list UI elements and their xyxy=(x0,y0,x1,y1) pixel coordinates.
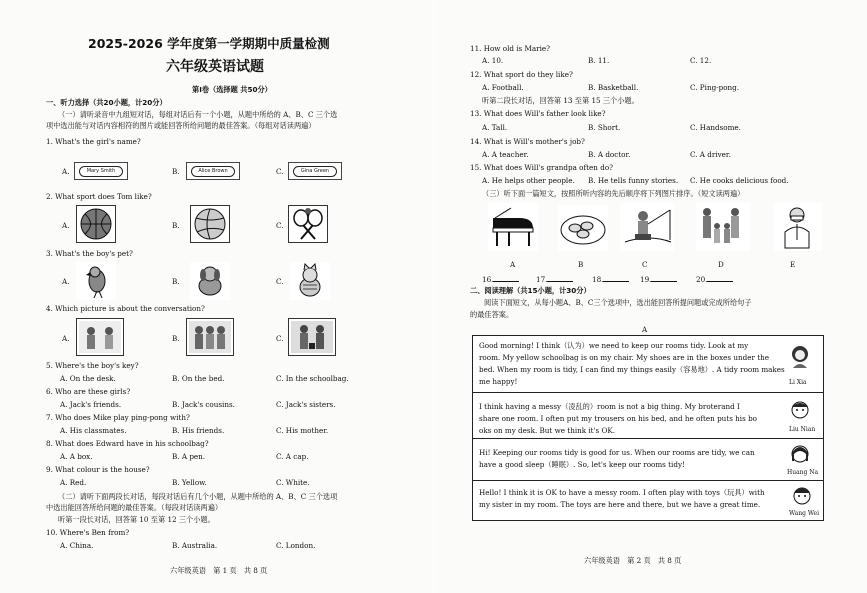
section-3-instruction: （三）听下面一篇短文，按照所听内容的先后顺序将下列图片排序。（短文读两遍） xyxy=(482,189,745,198)
answer-blank-20[interactable]: 20. xyxy=(696,274,733,283)
picture-label-d: D xyxy=(718,260,724,269)
picture-label-a: A xyxy=(510,260,516,269)
exam-subtitle: 六年级英语试题 xyxy=(166,59,264,75)
dialog-2-note: 听第二段长对话，回答第 13 至第 15 三个小题。 xyxy=(482,96,639,105)
conversation-picture-b xyxy=(186,318,234,356)
dog-picture xyxy=(190,262,230,300)
question-8: 8. What does Edward have in his schoolbag? xyxy=(46,439,209,448)
conversation-picture-a xyxy=(76,318,124,356)
volleyball-picture xyxy=(190,205,230,243)
liu-nian-avatar-icon xyxy=(789,399,811,423)
section-2-instruction-1: （二）请听下面两段长对话，每段对话后有几个小题，从题中所给的 A、B、C 三个选项 xyxy=(58,492,338,501)
passage-huang-na: Hi! Keeping our rooms tidy is good for us. When our rooms are tidy, we can have a good sleep（睡眠）. So, let's keep our rooms tidy! Huang Na xyxy=(473,438,823,439)
question-11: 11. How old is Marie? xyxy=(470,44,551,53)
page-1-footer: 六年级英语 第 1 页 共 8 页 xyxy=(170,566,268,575)
doctor-picture xyxy=(774,203,822,251)
section-2-instruction-2: 中选出能回答所给问题的最佳答案。（每段对话读两遍） xyxy=(46,503,223,512)
question-5: 5. Where's the boy's key? xyxy=(46,361,139,370)
piano-picture xyxy=(488,203,538,251)
question-1: 1. What's the girl's name? xyxy=(46,137,141,146)
huang-na-avatar-icon xyxy=(789,443,811,467)
question-2: 2. What sport does Tom like? xyxy=(46,192,152,201)
picture-label-e: E xyxy=(790,260,796,269)
parrot-picture xyxy=(76,262,116,300)
section-4-instruction-1: 阅读下面短文，从每小题A、B、C三个选项中，选出能回答所提问题或完成所给句子 xyxy=(484,298,752,307)
fishing-picture xyxy=(620,203,674,251)
dialog-1-note: 听第一段长对话，回答第 10 至第 12 三个小题。 xyxy=(58,515,215,524)
question-15: 15. What does Will's grandpa often do? xyxy=(470,163,613,172)
reading-passage-table: Good morning! I think（认为）we need to keep our rooms tidy. Look at my room. My yellow schoolbag is on my chair. My shoes are in the boxes under the bed. When my room is tidy, I can find my things easily（容易地）. A tidy room makes me happy! Li Xia I think having a messy（凌乱的）room is not a big thing. My broterand I share one room. I often put my trousers on his bed, and he often puts his bo oks on my desk. But we think it's OK. Liu Nian Hi! Keeping our rooms tidy is good for us. When our rooms are tidy, we can have a good sleep（睡眠）. So, let's keep our rooms tidy! Huang Na Hello! I think it is OK to have a messy room. I often play with toys（玩具）with my sister in my room. The toys are here and there, but we have a great time. Wang Wei xyxy=(472,335,824,521)
picture-label-c: C xyxy=(642,260,648,269)
conversation-picture-c xyxy=(288,318,336,356)
name-tag-b: Alice Brown xyxy=(186,162,240,180)
tennis-rackets-picture xyxy=(288,205,328,243)
dumplings-picture xyxy=(558,205,608,251)
passage-wang-wei: Hello! I think it is OK to have a messy room. I often play with toys（玩具）with my sister in my room. The toys are here and there, but we have a great time. Wang Wei xyxy=(473,480,823,481)
question-10: 10. Where's Ben from? xyxy=(46,528,130,537)
name-tag-c: Gina Green xyxy=(288,162,342,180)
page-2: 11. How old is Marie? A. 10. B. 11. C. 12. 12. What sport do they like? A. Football. B. Basketball. C. Ping-pong. 听第二段长对话，回答第 13 至第 15 三个小题。 13. What does Will's father look like? A. Tall. B. Short. C. Handsome. 14. What is Will's mother's job? A. A teacher. B. A doctor. C. A driver. 15. What does Will's grandpa often do? A. He helps other people. B. He tells funny stories. C. He cooks delicious food. （三）听下面一篇短文，按照所听内容的先后顺序将下列图片排序。（短文读两遍） A B C D E 16. 17. 18. 19. 20. 二、阅读理解（共15小题，计30分） 阅读下面短文，从每小题A、B、C三个选项中，选出能回答所提问题或完成所给句子 的最佳答案。 A 六年级英语 第 2 页 共 8 页 xyxy=(434,0,867,593)
question-14: 14. What is Will's mother's job? xyxy=(470,137,585,146)
li-xia-avatar-icon xyxy=(789,344,811,368)
passage-liu-nian: I think having a messy（凌乱的）room is not a big thing. My broterand I share one room. I often put my trousers on his bed, and he often puts his bo oks on my desk. But we think it's OK. Liu Nian xyxy=(473,392,823,393)
question-3: 3. What's the boy's pet? xyxy=(46,249,133,258)
picture-label-b: B xyxy=(578,260,584,269)
question-12: 12. What sport do they like? xyxy=(470,70,573,79)
section-1-instruction-1: （一）请听录音中九组短对话，每组对话后有一个小题，从题中所给的 A、B、C 三个选 xyxy=(58,110,338,119)
page-2-footer: 六年级英语 第 2 页 共 8 页 xyxy=(584,556,682,565)
wang-wei-avatar-icon xyxy=(791,484,813,508)
section-1-instruction-2: 项中选出能与对话内容相符的图片或能回答所给问题的最佳答案。（每组对话读两遍） xyxy=(46,121,316,130)
answer-blank-16[interactable]: 16. xyxy=(482,274,519,283)
cat-picture xyxy=(290,262,330,300)
name-tag-a: Mary Smith xyxy=(74,162,128,180)
question-9: 9. What colour is the house? xyxy=(46,465,150,474)
basketball-picture xyxy=(76,205,116,243)
question-6: 6. Who are these girls? xyxy=(46,387,131,396)
question-7: 7. Who does Mike play ping-pong with? xyxy=(46,413,190,422)
section-4-instruction-2: 的最佳答案。 xyxy=(470,310,514,319)
question-13: 13. What does Will's father look like? xyxy=(470,109,606,118)
section-1-heading: 一、听力选择（共20小题，计20分） xyxy=(46,98,167,107)
part-1-heading: 第Ⅰ卷（选择题 共50分） xyxy=(192,85,272,94)
answer-blank-17[interactable]: 17. xyxy=(536,274,573,283)
family-picture xyxy=(696,203,750,251)
passage-a-label: A xyxy=(642,325,648,334)
page-1: 2025-2026 学年度第一学期期中质量检测 六年级英语试题 第Ⅰ卷（选择题 共50分） 一、听力选择（共20小题，计20分） （一）请听录音中九组短对话，每组对话后有一个小题，从题中所给的 A、B、C 三个选 项中选出能与对话内容相符的图片或能回答所给问题的最佳答案。（每组对话读两遍） 1. What's the girl's name? A. Mary Smith B. Alice Brown C. Gina Green 2. What sport does Tom like? A. B. C. 3. What's the boy's pet? A. B. C. 4. Which picture is about the conversation? A. B. C. 5. Where's the boy's key? A. On the desk. B. On the bed. C. In the schoolbag. 6. Who are these girls? A. Jack's friends. B. Jack's cousins. C. Jack's sisters. 7. Who does Mike play ping-pong with? A. His classmates. B. His friends. C. His mother. 8. What does Edward have in his schoolbag? A. A box. B. A pen. C. A cap. 9. What colour is the house? A. Red. B. Yellow. C. White. （二）请听下面两段长对话，每段对话后有几个小题，从题中所给的 A、B、C 三个选项 中选出能回答所给问题的最佳答案。（每段对话读两遍） 听第一段长对话，回答第 10 至第 12 三个小题。 10. Where's Ben from? A. China. B. Australia. C. London. 六年级英语 第 1 页 共 8 页 xyxy=(0,0,433,593)
answer-blank-19[interactable]: 19. xyxy=(640,274,677,283)
section-4-heading: 二、阅读理解（共15小题，计30分） xyxy=(470,286,591,295)
exam-title: 2025-2026 学年度第一学期期中质量检测 xyxy=(88,36,330,51)
answer-blank-18[interactable]: 18. xyxy=(592,274,629,283)
question-4: 4. Which picture is about the conversation? xyxy=(46,304,205,313)
